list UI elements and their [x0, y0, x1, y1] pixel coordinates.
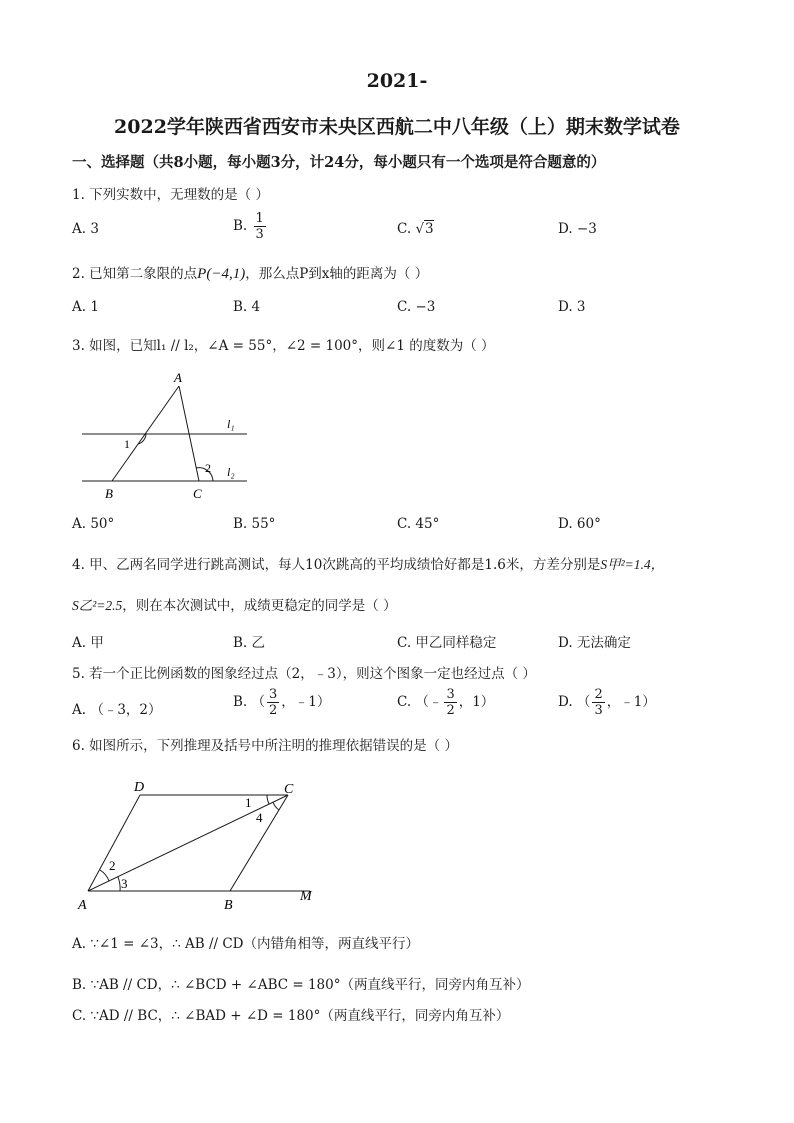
fraction-denominator: 3: [594, 703, 603, 718]
vertex-a-label: A: [78, 898, 87, 913]
question-4-stem: [72, 553, 664, 573]
question-5-option-a: A. （﹣3，2）: [72, 702, 162, 718]
option-suffix: ，﹣1）: [606, 694, 656, 710]
vertex-c-label: C: [193, 486, 202, 501]
question-4-option-c: C. 甲乙同样稳定: [397, 635, 497, 651]
vertex-d-label: D: [134, 780, 145, 795]
question-2-option-b: B. 4: [233, 299, 261, 315]
exam-title-line2: 2022学年陕西省西安市未央区西航二中八年级（上）期末数学试卷: [114, 116, 680, 138]
question-5-option-d: [558, 688, 656, 717]
fraction-denominator: 2: [269, 703, 278, 718]
stem-text-2: ，则在本次测试中，成绩更稳定的同学是（ ）: [122, 598, 397, 614]
question-3-option-c: C. 45°: [397, 516, 440, 532]
option-fraction: [444, 688, 456, 717]
question-6-option-a: A. ∵∠1 = ∠3，∴ AB // CD（内错角相等，两直线平行）: [72, 936, 419, 952]
fraction-numerator: 1: [255, 211, 264, 226]
option-suffix: ，﹣1）: [281, 694, 331, 710]
question-4-option-b: B. 乙: [233, 635, 266, 651]
option-c-prefix: C.: [397, 221, 412, 237]
sqrt-radicand: 3: [425, 221, 434, 237]
vertex-a-label: A: [174, 370, 182, 385]
question-1-option-d: D. −3: [558, 221, 597, 237]
option-b-prefix: B.: [233, 218, 248, 234]
angle-2-label: 2: [109, 858, 116, 873]
question-3-figure: [72, 366, 262, 506]
question-6-option-c: C. ∵AD // BC，∴ ∠BAD + ∠D = 180°（两直线平行，同旁内角互补）: [72, 1008, 510, 1024]
option-b-fraction: [254, 212, 266, 241]
question-2-option-d: D. 3: [558, 299, 586, 315]
point-m-label: M: [300, 889, 312, 904]
question-4-option-a: A. 甲: [72, 635, 104, 651]
question-6-stem: 6. 如图所示，下列推理及括号中所注明的推理依据错误的是（ ）: [72, 738, 458, 754]
question-2-option-a: A. 1: [72, 299, 99, 315]
line-l1-label: l₁: [227, 417, 235, 431]
angle-1-arc: [267, 795, 269, 804]
vertex-c-label: C: [284, 782, 294, 797]
line-l2-label: l₂: [227, 465, 235, 479]
question-2-stem: [72, 262, 428, 283]
option-prefix: D. （: [558, 694, 591, 710]
angle-4-label: 4: [256, 810, 263, 825]
stem-point: P(−4,1): [197, 266, 246, 282]
sqrt-icon: √: [415, 221, 425, 237]
fraction-numerator: 3: [269, 687, 278, 702]
option-suffix: ，1）: [458, 694, 495, 710]
option-fraction: [592, 688, 604, 717]
angle-1-label: 1: [245, 795, 252, 810]
angle-3-arc: [118, 877, 120, 891]
stem-text: 4. 甲、乙两名同学进行跳高测试，每人10次跳高的平均成绩恰好都是1.6米，方差分别是: [72, 557, 601, 573]
side-ad: [88, 795, 140, 891]
question-3-option-a: A. 50°: [72, 516, 115, 532]
option-prefix: C. （﹣: [397, 694, 443, 710]
question-2-option-c: C. −3: [397, 299, 436, 315]
angle-3-label: 3: [121, 876, 128, 891]
question-3-stem: 3. 如图，已知l₁ // l₂，∠A = 55°，∠2 = 100°，则∠1 的度数为（ ）: [72, 338, 495, 354]
angle-2-arc: [100, 870, 109, 881]
question-4-option-d: D. 无法确定: [558, 635, 631, 651]
question-5-option-b: [233, 688, 330, 717]
question-1-option-b: [233, 212, 268, 241]
question-6-option-b: B. ∵AB // CD，∴ ∠BCD + ∠ABC = 180°（两直线平行，同旁内角互补）: [72, 977, 530, 993]
exam-title-line1: 2021-: [366, 70, 428, 92]
stem-text-post: ，那么点P到x轴的距离为（ ）: [245, 266, 429, 282]
option-prefix: B. （: [233, 694, 266, 710]
question-5-option-c: [397, 688, 494, 717]
angle-4-arc: [273, 802, 279, 810]
variance-jia: S甲²=1.4，: [600, 557, 665, 572]
fraction-numerator: 2: [594, 687, 603, 702]
question-1-stem: 1. 下列实数中，无理数的是（ ）: [72, 187, 269, 203]
vertex-b-label: B: [105, 486, 113, 501]
question-6-figure: [70, 772, 330, 917]
section-heading: 一、选择题（共8小题，每小题3分，计24分，每小题只有一个选项是符合题意的）: [72, 154, 606, 171]
question-4-stem-line2: [72, 594, 397, 614]
fraction-numerator: 3: [446, 687, 455, 702]
fraction-denominator: 2: [446, 703, 455, 718]
stem-text-pre: 2. 已知第二象限的点: [72, 266, 198, 282]
question-5-stem: 5. 若一个正比例函数的图象经过点（2，﹣3），则这个图象一定也经过点（ ）: [72, 666, 536, 682]
angle-1-label: 1: [124, 437, 130, 451]
question-1-option-c: [397, 221, 434, 237]
fraction-denominator: 3: [255, 227, 264, 242]
vertex-b-label: B: [224, 898, 233, 913]
question-3-option-d: D. 60°: [558, 516, 601, 532]
angle-2-label: 2: [205, 461, 211, 475]
question-3-option-b: B. 55°: [233, 516, 276, 532]
option-fraction: [267, 688, 279, 717]
variance-yi: S乙²=2.5: [72, 598, 123, 613]
question-1-option-a: A. 3: [72, 221, 99, 237]
